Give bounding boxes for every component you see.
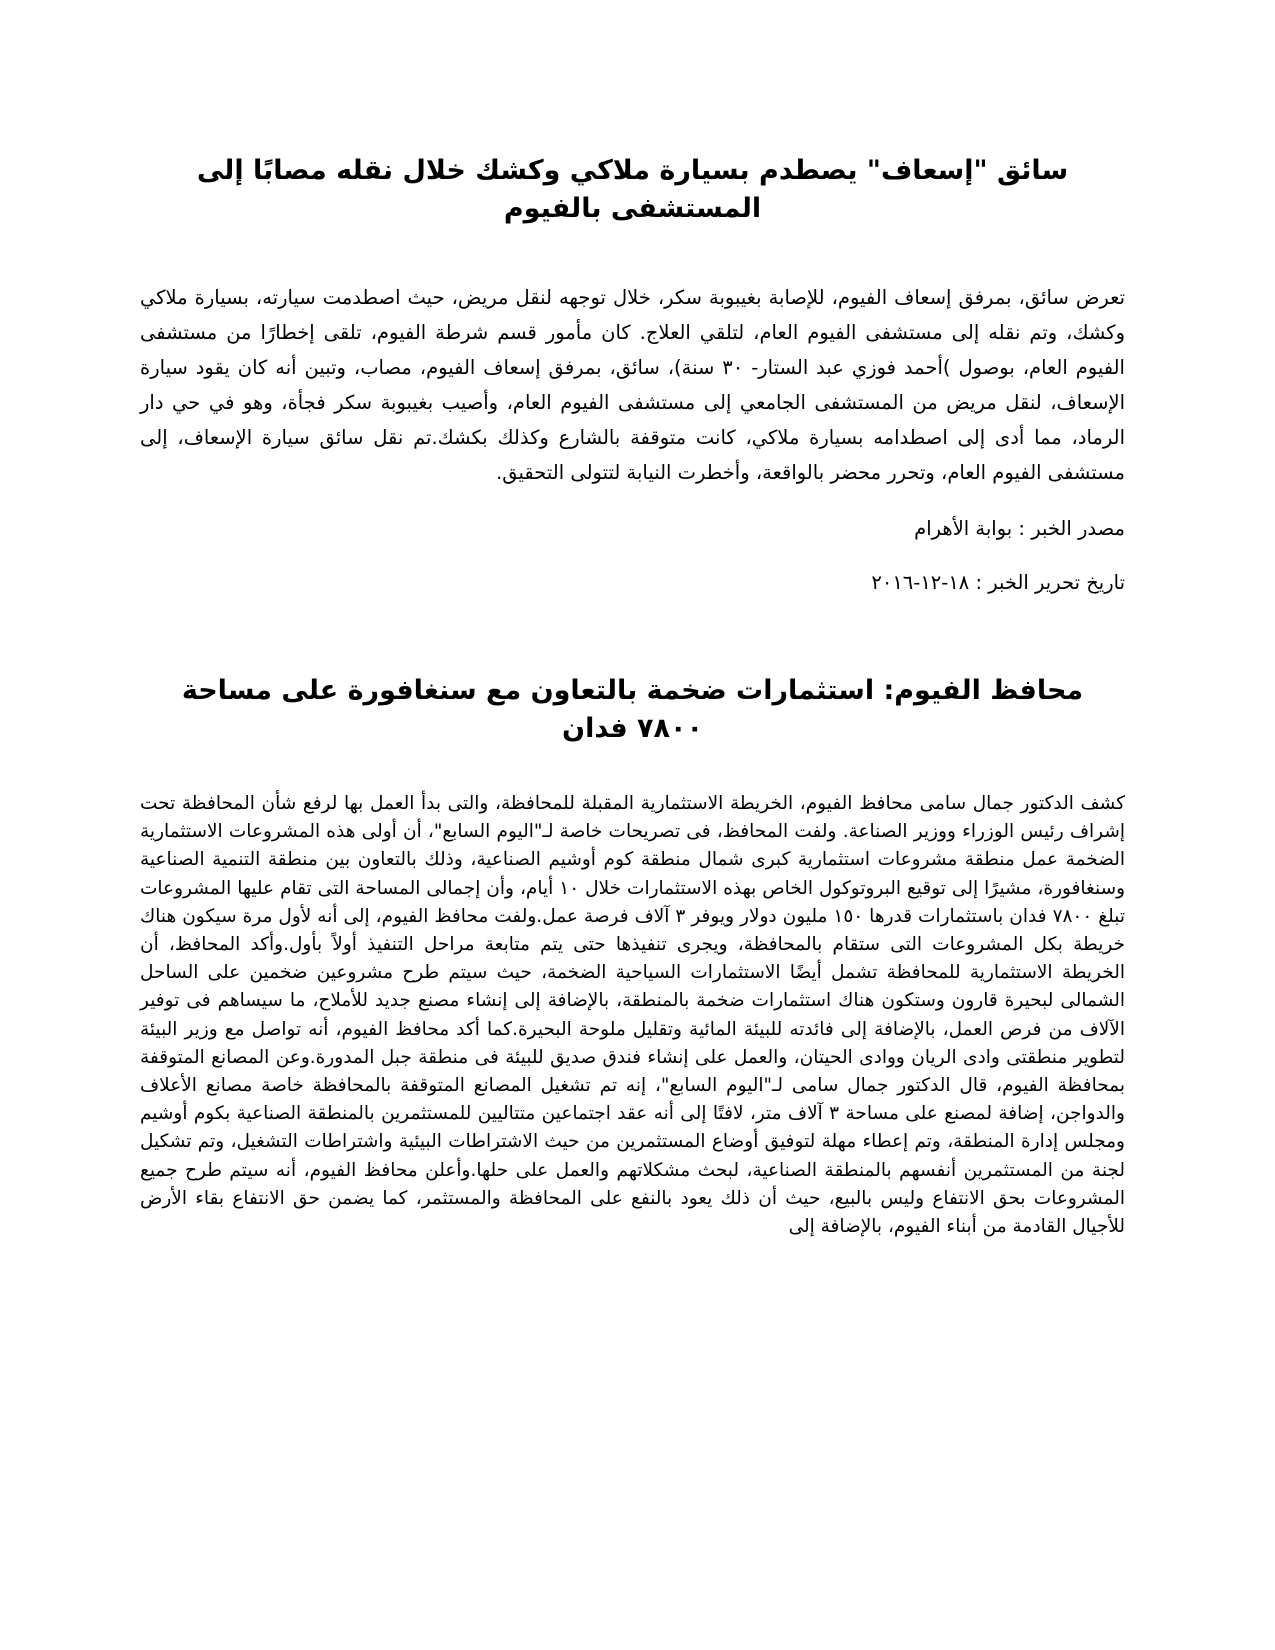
article-headline: سائق "إسعاف" يصطدم بسيارة ملاكي وكشك خلال نقله مصابًا إلى المستشفى بالفيوم	[196, 155, 1069, 224]
article-body: تعرض سائق، بمرفق إسعاف الفيوم، للإصابة بغيبوبة سكر، خلال توجهه لنقل مريض، حيث اصطدمت سيارته، بسيارة ملاكي وكشك، وتم نقله إلى مستشفى الفيوم العام، لتلقي العلاج. كان مأمور قسم شرطة الفيوم، تلقى إخطارًا من مستشفى الفيوم العام، بوصول )أحمد فوزي عبد الستار- ٣٠ سنة)، سائق، بمرفق إسعاف الفيوم، مصاب، وتبين أنه كان يقود سيارة الإسعاف، لنقل مريض من المستشفى الجامعي إلى مستشفى الفيوم العام، وأصيب بغيبوبة سكر فجأة، وهو في حي دار الرماد، مما أدى إلى اصطدامه بسيارة ملاكي، كانت متوقفة بالشارع وكذلك بكشك.تم نقل سائق سيارة الإسعاف، إلى مستشفى الفيوم العام، وتحرر محضر بالواقعة، وأخطرت النيابة لتتولى التحقيق.	[140, 286, 1125, 484]
article-headline: محافظ الفيوم: استثمارات ضخمة بالتعاون مع سنغافورة على مساحة ٧٨٠٠ فدان	[181, 675, 1084, 744]
news-date-line: تاريخ تحرير الخبر : ١٨-١٢-٢٠١٦	[871, 571, 1125, 594]
document-page	[140, 0, 1125, 1650]
news-article-ambulance	[140, 152, 1125, 598]
news-source-line: مصدر الخبر : بوابة الأهرام	[914, 517, 1125, 540]
article-body: كشف الدكتور جمال سامى محافظ الفيوم، الخريطة الاستثمارية المقبلة للمحافظة، والتى بدأ العمل بها لرفع شأن المحافظة تحت إشراف رئيس الوزراء ووزير الصناعة. ولفت المحافظ، فى تصريحات خاصة لـ"اليوم السابع"، أن أولى هذه المشروعات الاستثمارية الضخمة عمل منطقة مشروعات استثمارية كبرى شمال منطقة كوم أوشيم الصناعية، وذلك بالتعاون بين منطقة التنمية الصناعية وسنغافورة، مشيرًا إلى توقيع البروتوكول الخاص بهذه الاستثمارات خلال ١٠ أيام، وأن إجمالى المساحة التى تقام عليها المشروعات تبلغ ٧٨٠٠ فدان باستثمارات قدرها ١٥٠ مليون دولار ويوفر ٣ آلاف فرصة عمل.ولفت محافظ الفيوم، إلى أنه لأول مرة سيكون هناك خريطة بكل المشروعات التى ستقام بالمحافظة، ويجرى تنفيذها حتى يتم متابعة مراحل التنفيذ أولاً بأول.وأكد المحافظ، أن الخريطة الاستثمارية للمحافظة تشمل أيضًا الاستثمارات السياحية الضخمة، حيث سيتم طرح مشروعين ضخمين على الساحل الشمالى لبحيرة قارون وستكون هناك استثمارات ضخمة بالمنطقة، بالإضافة إلى إنشاء مصنع جديد للأملاح، ما سيساهم فى توفير الآلاف من فرص العمل، بالإضافة إلى فائدته للبيئة المائية وتقليل ملوحة البحيرة.كما أكد محافظ الفيوم، أنه تواصل مع وزير البيئة لتطوير منطقتى وادى الريان ووادى الحيتان، والعمل على إنشاء فندق صديق للبيئة فى منطقة جبل المدورة.وعن المصانع المتوقفة بمحافظة الفيوم، قال الدكتور جمال سامى لـ"اليوم السابع"، إنه تم تشغيل المصانع المتوقفة بالمحافظة خاصة مصانع الأعلاف والدواجن، إضافة لمصنع على مساحة ٣ آلاف متر، لافتًا إلى أنه عقد اجتماعين متتاليين للمستثمرين بالمنطقة الصناعية بكوم أوشيم ومجلس إدارة المنطقة، وتم إعطاء مهلة لتوفيق أوضاع المستثمرين من حيث الاشتراطات البيئية واشتراطات التشغيل، وتم تشكيل لجنة من المستثمرين أنفسهم بالمنطقة الصناعية، لبحث مشكلاتهم والعمل على حلها.وأعلن محافظ الفيوم، أنه سيتم طرح جميع المشروعات بحق الانتفاع وليس بالبيع، حيث أن ذلك يعود بالنفع على المحافظة والمستثمر، كما يضمن حق الانتفاع بقاء الأرض للأجيال القادمة من أبناء الفيوم، بالإضافة إلى	[140, 793, 1126, 1238]
news-article-investments	[140, 672, 1125, 1241]
